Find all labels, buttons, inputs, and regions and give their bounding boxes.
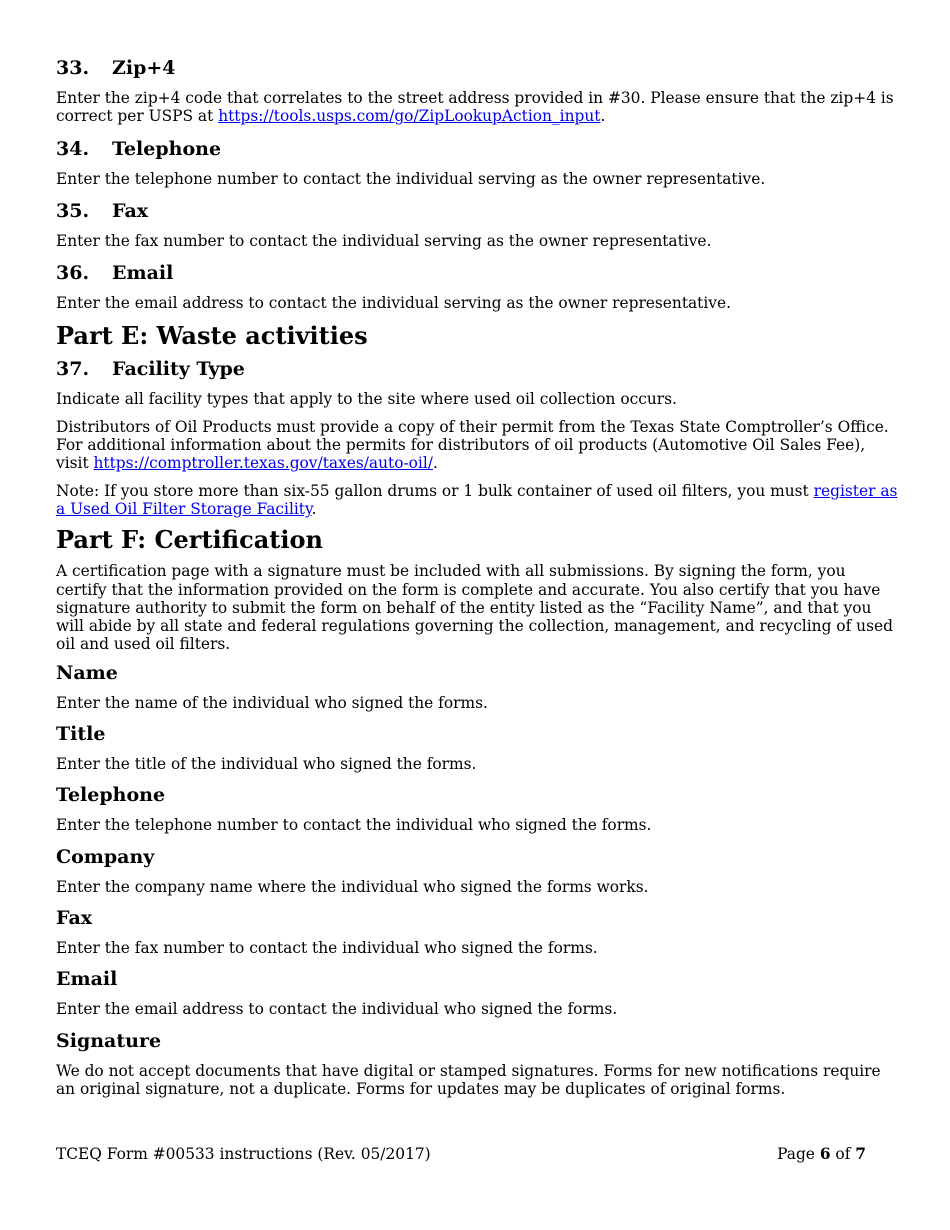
cert-email-heading: Email — [56, 968, 118, 991]
section-title: Telephone — [112, 137, 222, 160]
section-36-text: Enter the email address to contact the individual serving as the owner representative. — [56, 294, 731, 313]
comptroller-auto-oil-link[interactable]: https://comptroller.texas.gov/taxes/auto-oil/ — [93, 454, 433, 473]
section-title: Fax — [112, 199, 149, 222]
section-35-heading — [56, 198, 898, 224]
section-title: Facility Type — [112, 358, 245, 381]
part-e-heading: Part E: Waste activities — [56, 321, 368, 351]
section-37-text-2: Distributors of Oil Products must provide a copy of their permit from the Texas State Comptroller’s Office. For additional information about the permits for distributors of oil products (Automotive Oil Sales Fee), visit https://comptroller.texas.gov/taxes/auto-oil/. — [56, 417, 889, 473]
cert-telephone-text: Enter the telephone number to contact the individual who signed the forms. — [56, 816, 652, 835]
register-filter-storage-link[interactable]: register as a Used Oil Filter Storage Facility — [56, 481, 898, 518]
cert-name-text: Enter the name of the individual who signed the forms. — [56, 693, 488, 712]
cert-email-text: Enter the email address to contact the individual who signed the forms. — [56, 1000, 618, 1019]
section-37-text-1: Indicate all facility types that apply to the site where used oil collection occurs. — [56, 390, 677, 409]
cert-title-text: Enter the title of the individual who signed the forms. — [56, 755, 477, 774]
section-33-heading — [56, 55, 898, 81]
section-number: 33. — [56, 57, 90, 79]
cert-name-heading: Name — [56, 661, 118, 684]
page-footer — [56, 1145, 866, 1163]
section-33-text: Enter the zip+4 code that correlates to the street address provided in #30. Please ensure that the zip+4 is correct per USPS at https://tools.usps.com/go/ZipLookupAction_input. — [56, 89, 894, 126]
section-37-heading — [56, 356, 898, 382]
section-35-text: Enter the fax number to contact the individual serving as the owner representative. — [56, 231, 712, 250]
section-number: 36. — [56, 262, 90, 285]
cert-telephone-heading: Telephone — [56, 784, 166, 807]
section-number: 35. — [56, 199, 90, 222]
cert-title-heading: Title — [56, 723, 106, 746]
cert-fax-text: Enter the fax number to contact the individual who signed the forms. — [56, 938, 598, 957]
cert-fax-heading: Fax — [56, 906, 93, 929]
section-37-note: Note: If you store more than six-55 gallon drums or 1 bulk container of used oil filters, you must register as a Used Oil Filter Storage Facility. — [56, 481, 898, 518]
section-36-heading — [56, 260, 898, 286]
section-34-text: Enter the telephone number to contact the individual serving as the owner representative. — [56, 169, 766, 188]
usps-zip-lookup-link[interactable]: https://tools.usps.com/go/ZipLookupAction_input — [218, 107, 601, 126]
cert-signature-text: We do not accept documents that have digital or stamped signatures. Forms for new notifications require an original signature, not a duplicate. Forms for updates may be duplicates of original forms. — [56, 1061, 881, 1098]
part-f-heading: Part F: Certification — [56, 525, 323, 555]
page-number: Page 6 of 7 — [777, 1145, 866, 1163]
section-number: 34. — [56, 137, 90, 160]
cert-company-heading: Company — [56, 845, 155, 868]
form-id: TCEQ Form #00533 instructions (Rev. 05/2017) — [56, 1145, 431, 1163]
document-page — [56, 52, 898, 1098]
part-f-text: A certification page with a signature must be included with all submissions. By signing the form, you certify that the information provided on the form is complete and accurate. You also certify that you have signature authority to submit the form on behalf of the entity listed as the “Facility Name”, and that you will abide by all state and federal regulations governing the collection, management, and recycling of used oil and used oil filters. — [56, 562, 893, 654]
cert-signature-heading: Signature — [56, 1029, 162, 1052]
cert-company-text: Enter the company name where the individual who signed the forms works. — [56, 877, 649, 896]
section-34-heading — [56, 136, 898, 162]
section-title: Email — [112, 262, 174, 285]
section-number: 37. — [56, 358, 90, 381]
section-title: Zip+4 — [112, 57, 176, 79]
